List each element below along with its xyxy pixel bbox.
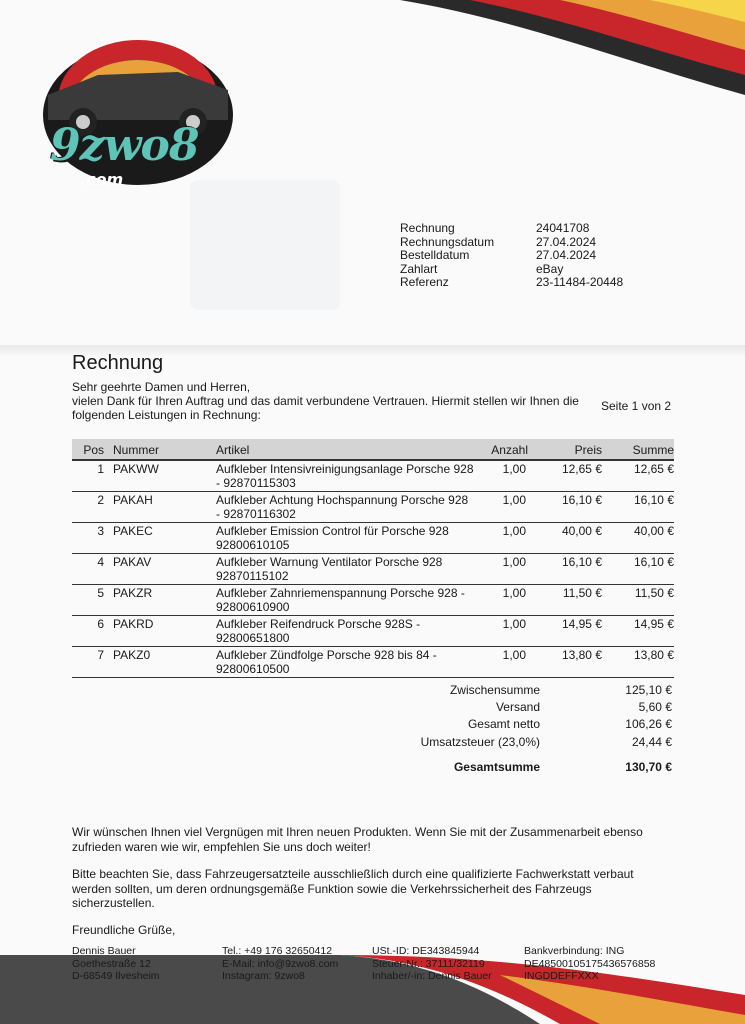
cell-article <box>216 556 486 583</box>
header-article: Artikel <box>216 443 250 457</box>
footer-line: E-Mail: info@9zwo8.com <box>222 957 339 970</box>
footer-tax <box>372 945 492 983</box>
cell-sum: 12,65 € <box>633 462 674 476</box>
table-row <box>72 523 674 554</box>
cell-sum: 13,80 € <box>633 648 674 662</box>
cell-price: 14,95 € <box>561 617 602 631</box>
grand-total-label: Gesamtsumme <box>453 760 540 774</box>
logo-domain: .com <box>80 170 124 189</box>
table-row <box>72 461 674 492</box>
cell-pos: 2 <box>97 493 104 507</box>
cell-sum: 14,95 € <box>633 617 674 631</box>
cell-pos: 1 <box>97 462 104 476</box>
intro-line: vielen Dank für Ihren Auftrag und das damit verbundene Vertrauen. Hiermit stellen wir Ihnen die <box>72 393 579 408</box>
cell-pos: 3 <box>97 524 104 538</box>
cell-number: PAKEC <box>113 524 153 538</box>
meta-value: 27.04.2024 <box>536 248 597 263</box>
cell-pos: 6 <box>97 617 104 631</box>
notice-line: sicherzustellen. <box>72 896 155 910</box>
cell-pos: 5 <box>97 586 104 600</box>
cell-price: 12,65 € <box>561 462 602 476</box>
cell-article <box>216 525 486 552</box>
intro-line: folgenden Leistungen in Rechnung: <box>72 407 261 422</box>
table-row <box>72 492 674 523</box>
article-line: Aufkleber Emission Control für Porsche 928 <box>216 524 449 538</box>
cell-number: PAKZR <box>113 586 153 600</box>
cell-number: PAKWW <box>113 462 159 476</box>
header-price: Preis <box>574 443 602 457</box>
footer-bank <box>524 945 655 983</box>
logo-wordmark: 9zwo8 <box>50 120 199 171</box>
article-line: 92870115102 <box>216 568 289 583</box>
cell-number: PAKRD <box>113 617 154 631</box>
article-line: 92800610900 <box>216 599 290 614</box>
meta-label: Zahlart <box>400 261 438 276</box>
article-line: Aufkleber Warnung Ventilator Porsche 928 <box>216 555 443 569</box>
footer-line: DE48500105175436576858 <box>524 957 656 970</box>
total-value: 5,60 € <box>638 700 672 714</box>
meta-label: Rechnungsdatum <box>400 234 495 249</box>
article-line: Aufkleber Reifendruck Porsche 928S - <box>216 617 421 631</box>
cell-number: PAKAH <box>113 493 153 507</box>
page-indicator: Seite 1 von 2 <box>601 399 672 413</box>
meta-value: 23-11484-20448 <box>536 275 624 290</box>
cell-price: 11,50 € <box>562 586 602 600</box>
cell-article <box>216 463 486 490</box>
footer-line: Goethestraße 12 <box>72 957 151 970</box>
grand-total-value: 130,70 € <box>625 760 672 774</box>
cell-number: PAKZ0 <box>113 648 151 662</box>
greeting: Sehr geehrte Damen und Herren, <box>72 380 251 394</box>
cell-pos: 4 <box>97 555 104 569</box>
cell-price: 16,10 € <box>561 555 602 569</box>
regards: Freundliche Grüße, <box>72 923 176 937</box>
footer-line: Tel.: +49 176 32650412 <box>222 945 333 957</box>
article-line: Aufkleber Achtung Hochspannung Porsche 928 <box>216 493 469 507</box>
header-pos: Pos <box>83 443 104 457</box>
cell-article <box>216 649 486 676</box>
table-row <box>72 585 674 616</box>
scan-smudge <box>190 180 340 310</box>
header-sum: Summe <box>632 443 674 457</box>
cell-quantity: 1,00 <box>502 555 526 569</box>
article-line: Aufkleber Intensivreinigungsanlage Porsche 928 <box>216 462 474 476</box>
footer-line: Dennis Bauer <box>72 945 136 957</box>
cell-price: 40,00 € <box>561 524 602 538</box>
cell-article <box>216 494 486 521</box>
article-line: - 92870116302 <box>216 506 296 521</box>
footer-line: Bankverbindung: ING <box>524 945 625 957</box>
table-row <box>72 647 674 678</box>
notice-line: werden sollten, um deren ordnungsgemäße Funktion sowie die Verkehrssicherheit des Fahrzeugs <box>72 881 592 896</box>
footer-line: USt.-ID: DE343845944 <box>372 945 480 957</box>
closing-line: zufrieden waren wie wir, empfehlen Sie uns doch weiter! <box>72 839 371 854</box>
meta-value: 27.04.2024 <box>536 234 597 249</box>
total-value: 24,44 € <box>631 735 672 749</box>
meta-value: 24041708 <box>536 221 590 235</box>
table-row <box>72 554 674 585</box>
table-header <box>72 439 674 461</box>
cell-quantity: 1,00 <box>502 586 526 600</box>
meta-label: Rechnung <box>400 221 455 235</box>
cell-quantity: 1,00 <box>502 524 526 538</box>
total-value: 125,10 € <box>625 683 672 697</box>
article-line: Aufkleber Zündfolge Porsche 928 bis 84 - <box>216 648 437 662</box>
cell-quantity: 1,00 <box>502 493 526 507</box>
closing-line: Wir wünschen Ihnen viel Vergnügen mit Ihren neuen Produkten. Wenn Sie mit der Zusammenarbeit ebenso <box>72 825 643 839</box>
footer-line: INGDDEFFXXX <box>524 970 599 983</box>
footer-line: Inhaber/-in: Dennis Bauer <box>372 970 492 983</box>
intro-text <box>72 381 612 422</box>
cell-article <box>216 587 486 614</box>
header-number: Nummer <box>113 443 160 457</box>
company-logo <box>38 30 238 200</box>
notice-paragraph <box>72 867 672 911</box>
article-line: - 92870115303 <box>216 475 296 490</box>
footer-line: Instagram: 9zwo8 <box>222 970 305 983</box>
cell-price: 13,80 € <box>561 648 602 662</box>
total-label: Zwischensumme <box>449 683 540 697</box>
cell-price: 16,10 € <box>561 493 602 507</box>
meta-label: Referenz <box>400 275 449 290</box>
footer-line: D-68549 Ilvesheim <box>72 970 160 983</box>
total-label: Umsatzsteuer (23,0%) <box>420 735 540 749</box>
cell-article <box>216 618 486 645</box>
total-label: Gesamt netto <box>467 717 540 731</box>
closing-paragraph <box>72 825 672 854</box>
article-line: 92800651800 <box>216 630 290 645</box>
cell-sum: 16,10 € <box>633 493 674 507</box>
cell-sum: 40,00 € <box>633 524 674 538</box>
cell-sum: 16,10 € <box>633 555 674 569</box>
document-title: Rechnung <box>72 352 164 374</box>
total-value: 106,26 € <box>625 717 672 731</box>
article-line: 92800610105 <box>216 537 290 552</box>
cell-sum: 11,50 € <box>634 586 674 600</box>
cell-number: PAKAV <box>113 555 152 569</box>
cell-quantity: 1,00 <box>502 462 526 476</box>
article-line: Aufkleber Zahnriemenspannung Porsche 928 - <box>216 586 465 600</box>
footer-address <box>72 945 160 983</box>
cell-quantity: 1,00 <box>502 648 526 662</box>
total-label: Versand <box>495 700 540 714</box>
header-quantity: Anzahl <box>491 443 528 457</box>
meta-value: eBay <box>536 261 564 276</box>
meta-label: Bestelldatum <box>400 248 470 263</box>
cell-quantity: 1,00 <box>502 617 526 631</box>
footer-contact <box>222 945 338 983</box>
article-line: 92800610500 <box>216 661 290 676</box>
footer-line: Steuer-Nr.: 37111/32119 <box>372 957 485 970</box>
table-row <box>72 616 674 647</box>
cell-pos: 7 <box>97 648 104 662</box>
notice-line: Bitte beachten Sie, dass Fahrzeugersatzteile ausschließlich durch eine qualifizierte Fachwerkstatt verbaut <box>72 867 634 881</box>
invoice-meta <box>400 222 656 290</box>
